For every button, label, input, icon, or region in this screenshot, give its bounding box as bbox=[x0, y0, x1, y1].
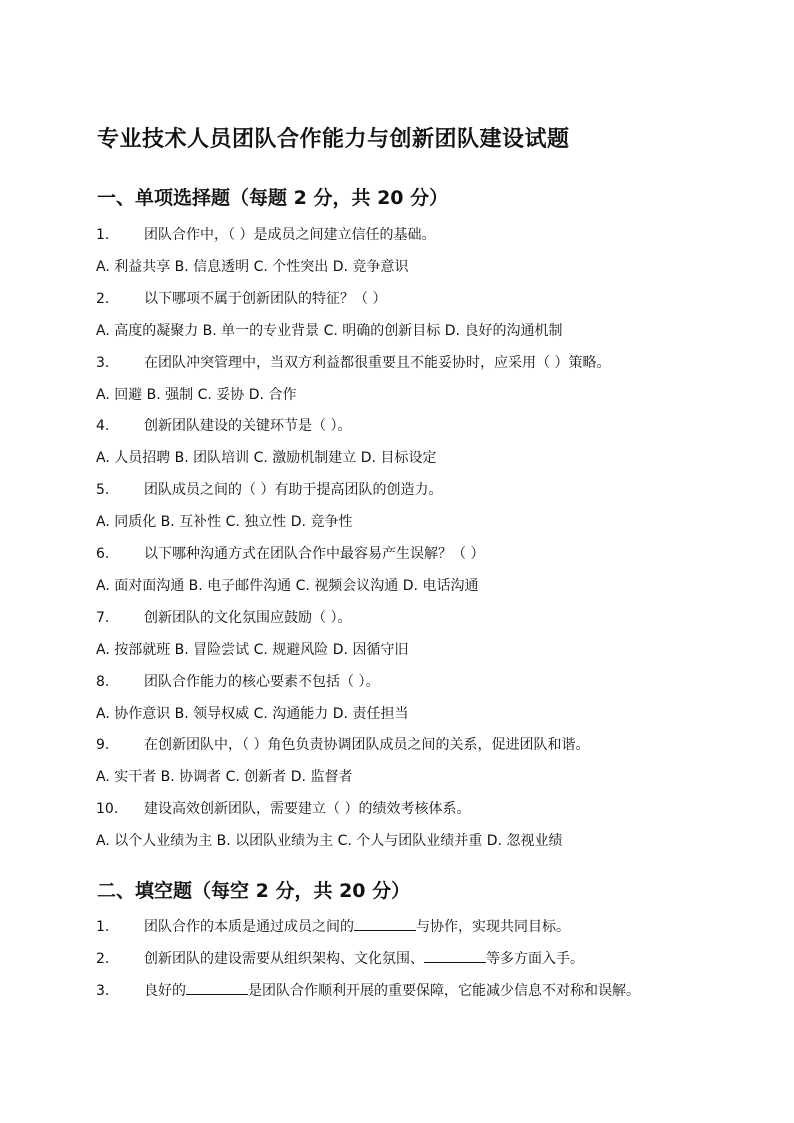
question-text: 创新团队的文化氛围应鼓励（ ）。 bbox=[144, 609, 352, 626]
item-text-before: 团队合作的本质是通过成员之间的 bbox=[144, 919, 354, 935]
question-number: 2. bbox=[96, 290, 110, 307]
question-number: 9. bbox=[96, 737, 110, 754]
question-number: 10. bbox=[96, 801, 119, 818]
question-text: 团队合作中，（ ）是成员之间建立信任的基础。 bbox=[144, 227, 436, 243]
question-line bbox=[96, 800, 470, 818]
answer-options: A. 利益共享 B. 信息透明 C. 个性突出 D. 竞争意识 bbox=[96, 259, 409, 275]
item-text-after: 是团队合作顺利开展的重要保障，它能减少信息不对称和误解。 bbox=[248, 983, 640, 999]
question-line bbox=[96, 226, 435, 244]
document-title: 专业技术人员团队合作能力与创新团队建设试题 bbox=[97, 127, 570, 152]
question-number: 4. bbox=[96, 418, 110, 435]
item-text-before: 良好的 bbox=[144, 983, 186, 999]
answer-options: A. 高度的凝聚力 B. 单一的专业背景 C. 明确的创新目标 D. 良好的沟通机制 bbox=[96, 322, 563, 339]
item-text-before: 创新团队的建设需要从组织架构、文化氛围、 bbox=[144, 951, 424, 967]
question-line bbox=[96, 417, 351, 435]
section-heading-multiple-choice: 一、单项选择题（每题 2 分，共 20 分） bbox=[97, 187, 449, 209]
item-text-after: 等多方面入手。 bbox=[486, 951, 584, 967]
question-text: 团队成员之间的（ ）有助于提高团队的创造力。 bbox=[144, 482, 443, 499]
item-text-after: 与协作，实现共同目标。 bbox=[416, 919, 570, 935]
answer-blank[interactable] bbox=[354, 918, 416, 931]
question-line bbox=[96, 481, 442, 499]
item-number: 1. bbox=[96, 919, 110, 935]
answer-blank[interactable] bbox=[186, 982, 248, 995]
answer-blank[interactable] bbox=[424, 950, 486, 963]
fill-blank-item bbox=[96, 982, 640, 1000]
question-text: 以下哪种沟通方式在团队合作中最容易产生误解？（ ） bbox=[144, 546, 485, 562]
section-heading-fill-blank: 二、填空题（每空 2 分，共 20 分） bbox=[97, 880, 411, 902]
item-number: 3. bbox=[96, 983, 110, 999]
question-number: 6. bbox=[96, 546, 110, 562]
question-text: 创新团队建设的关键环节是（ ）。 bbox=[144, 418, 352, 435]
question-text: 以下哪项不属于创新团队的特征？（ ） bbox=[144, 290, 387, 307]
answer-options: A. 实干者 B. 协调者 C. 创新者 D. 监督者 bbox=[96, 769, 353, 786]
question-text: 建设高效创新团队，需要建立（ ）的绩效考核体系。 bbox=[144, 801, 471, 818]
question-line bbox=[96, 290, 386, 308]
question-line bbox=[96, 736, 589, 754]
answer-options: A. 以个人业绩为主 B. 以团队业绩为主 C. 个人与团队业绩并重 D. 忽视业绩 bbox=[96, 833, 563, 850]
question-number: 3. bbox=[96, 354, 110, 371]
answer-options: A. 按部就班 B. 冒险尝试 C. 规避风险 D. 因循守旧 bbox=[96, 641, 409, 658]
question-text: 在创新团队中，（ ）角色负责协调团队成员之间的关系，促进团队和谐。 bbox=[144, 737, 590, 754]
question-number: 8. bbox=[96, 673, 110, 690]
question-line bbox=[96, 354, 610, 372]
question-number: 7. bbox=[96, 609, 110, 626]
fill-blank-item bbox=[96, 950, 584, 968]
answer-options: A. 人员招聘 B. 团队培训 C. 激励机制建立 D. 目标设定 bbox=[96, 450, 437, 467]
answer-options: A. 协作意识 B. 领导权威 C. 沟通能力 D. 责任担当 bbox=[96, 705, 409, 722]
answer-options: A. 面对面沟通 B. 电子邮件沟通 C. 视频会议沟通 D. 电话沟通 bbox=[96, 578, 479, 594]
question-number: 5. bbox=[96, 482, 110, 499]
answer-options: A. 回避 B. 强制 C. 妥协 D. 合作 bbox=[96, 386, 297, 403]
fill-blank-item bbox=[96, 918, 570, 936]
question-line bbox=[96, 545, 484, 563]
question-number: 1. bbox=[96, 227, 110, 243]
item-number: 2. bbox=[96, 951, 110, 967]
question-line bbox=[96, 609, 351, 627]
question-text: 在团队冲突管理中，当双方利益都很重要且不能妥协时，应采用（ ）策略。 bbox=[144, 354, 611, 371]
question-text: 团队合作能力的核心要素不包括（ ）。 bbox=[144, 673, 380, 690]
answer-options: A. 同质化 B. 互补性 C. 独立性 D. 竞争性 bbox=[96, 514, 353, 531]
question-line bbox=[96, 673, 379, 691]
